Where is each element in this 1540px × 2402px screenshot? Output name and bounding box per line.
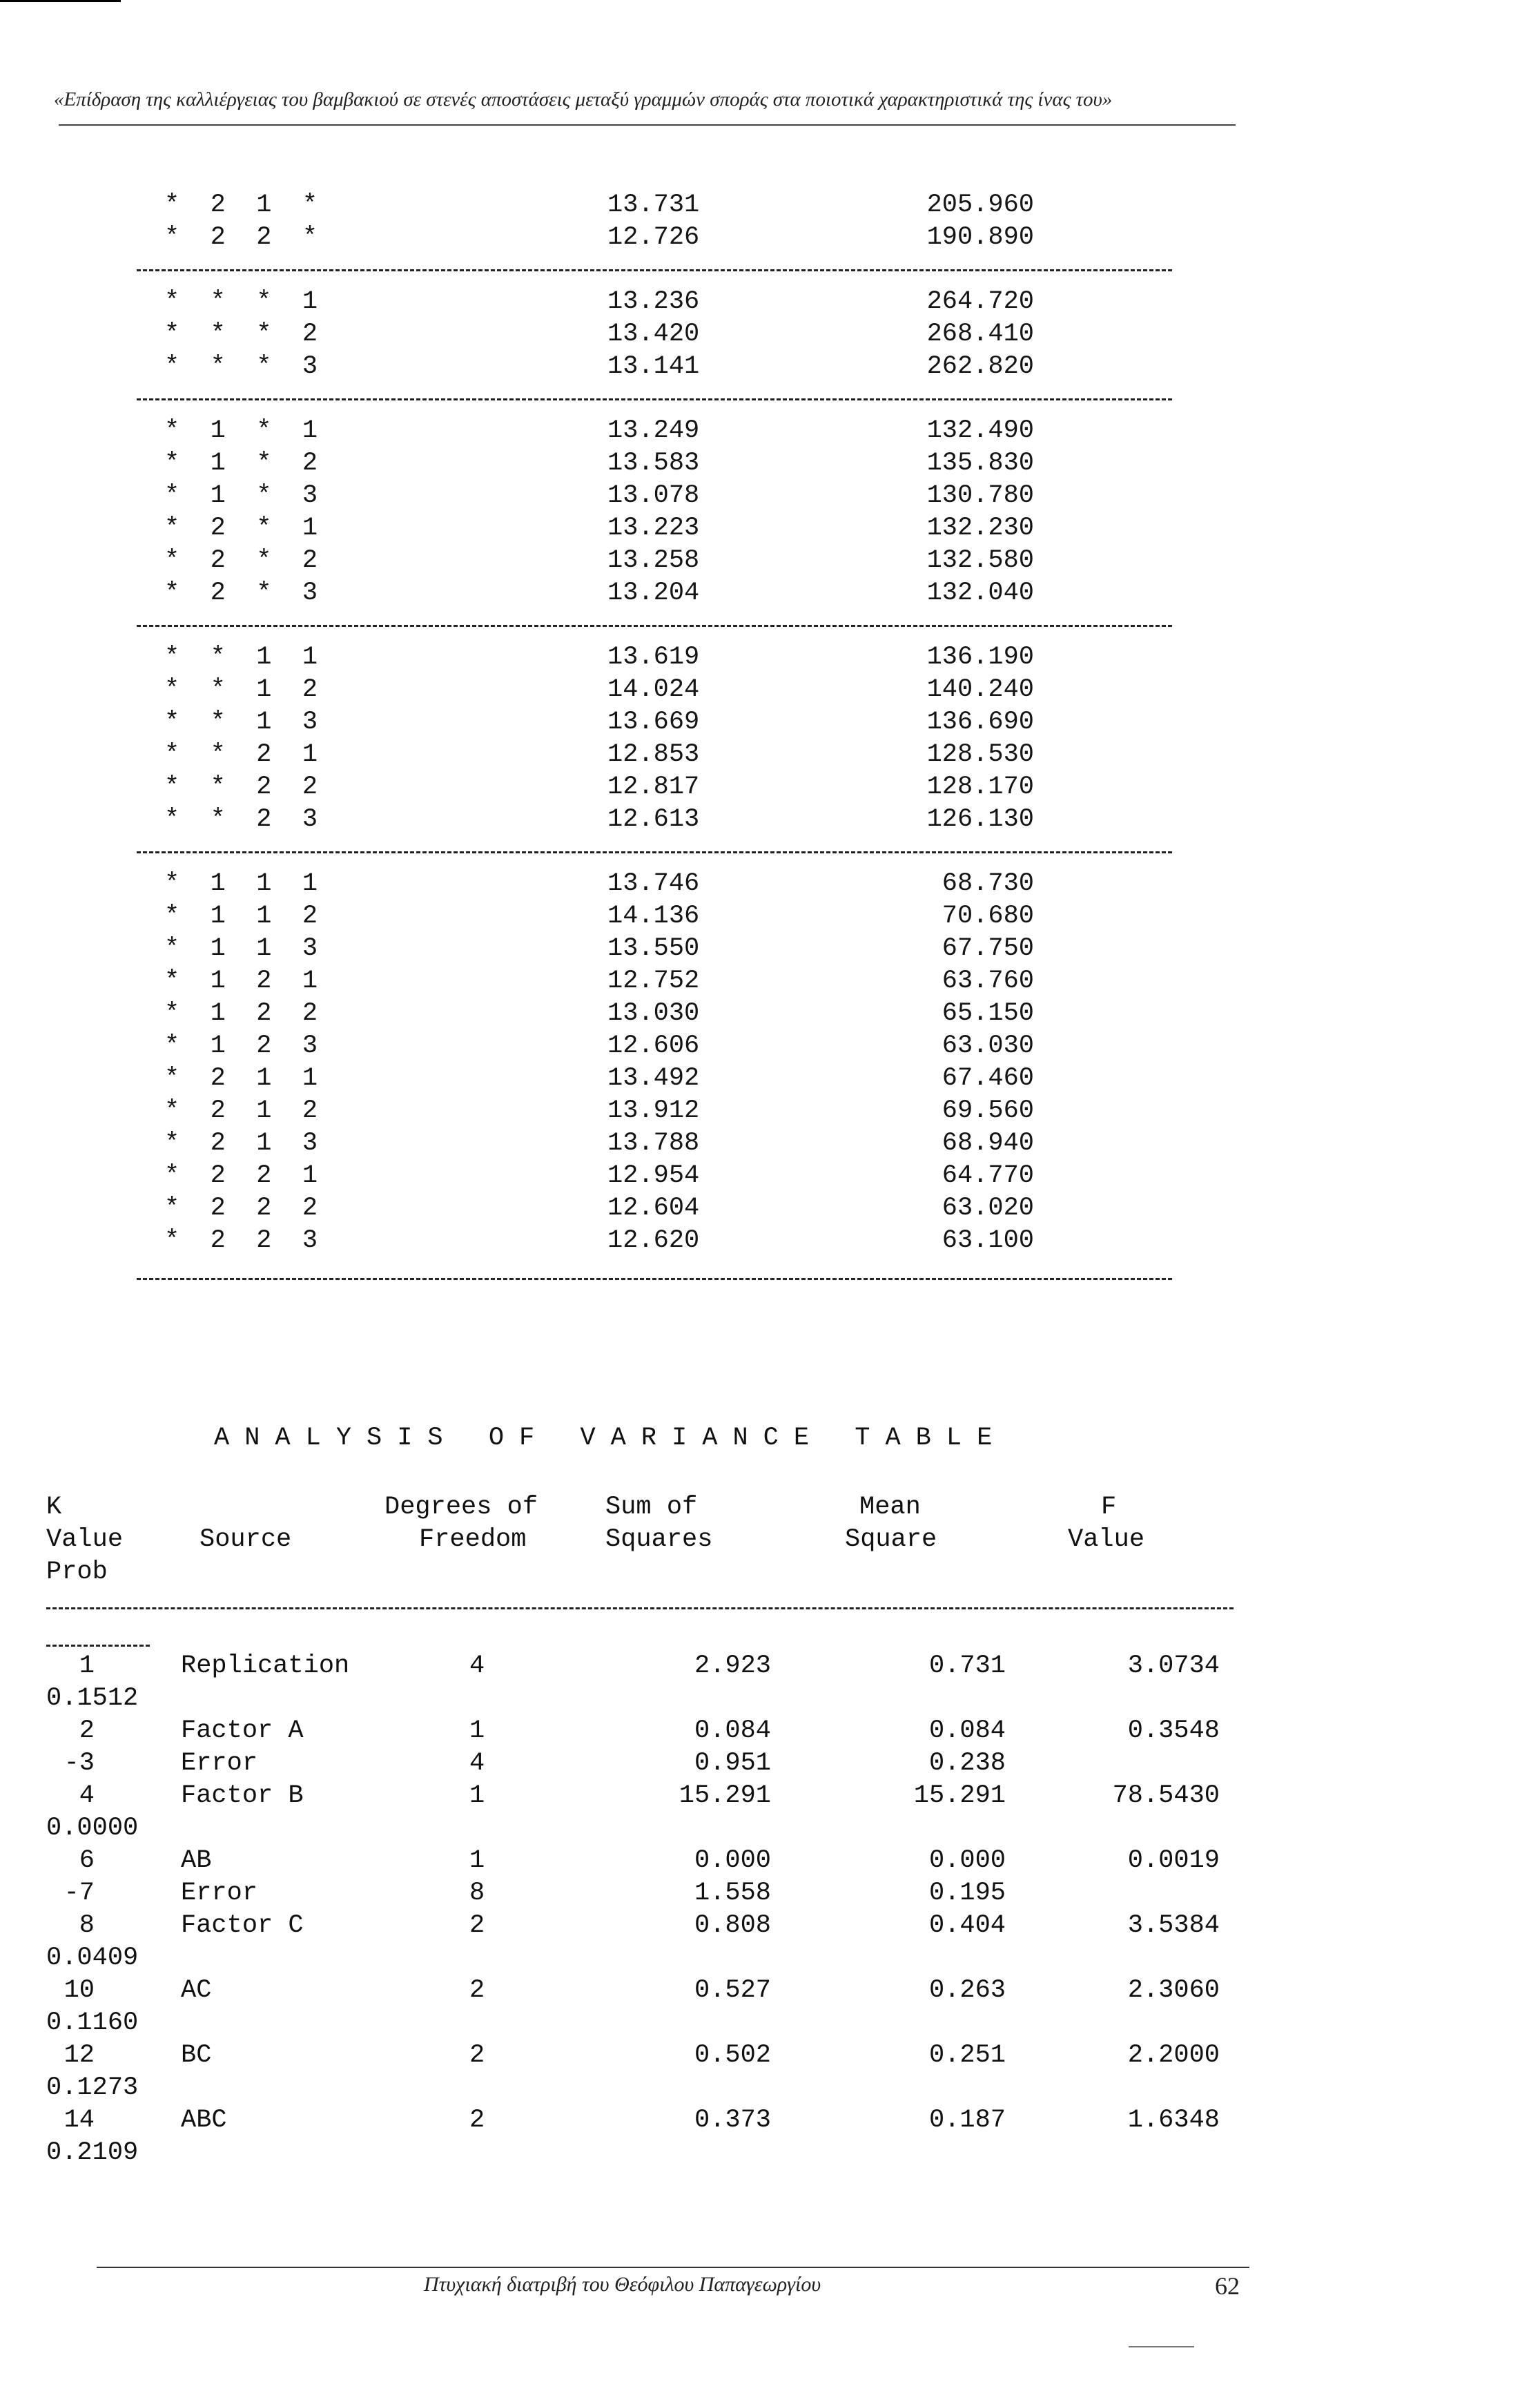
header-k: K [46, 1493, 62, 1522]
total-value: 70.680 [942, 902, 1034, 931]
factor-levels: * 2 2 * [164, 223, 318, 252]
degrees-of-freedom: 2 [469, 1911, 485, 1940]
factor-levels: * 2 2 1 [164, 1161, 318, 1190]
degrees-of-freedom: 1 [469, 1716, 485, 1745]
factor-levels: * 2 1 3 [164, 1129, 318, 1158]
factor-levels: * 1 2 1 [164, 967, 318, 996]
header-value: Value [46, 1525, 124, 1554]
total-value: 132.040 [926, 579, 1034, 608]
anova-row [46, 2104, 1220, 2137]
mean-value: 12.817 [607, 773, 700, 802]
sum-of-squares: 0.084 [694, 1716, 771, 1745]
mean-value: 13.669 [607, 708, 700, 737]
footer-rule [97, 2267, 1249, 2268]
factor-levels: * * 2 2 [164, 773, 318, 802]
total-value: 268.410 [926, 320, 1034, 349]
degrees-of-freedom: 1 [469, 1846, 485, 1875]
k-value: 12 [64, 2041, 95, 2070]
total-value: 68.730 [942, 869, 1034, 898]
sum-of-squares: 15.291 [679, 1781, 771, 1810]
page-number: 62 [1215, 2272, 1240, 2300]
mean-value: 13.249 [607, 416, 700, 445]
header-source: Source [199, 1525, 292, 1554]
header-df-line2: Freedom [419, 1525, 527, 1554]
header-ms-line1: Mean [859, 1493, 921, 1522]
degrees-of-freedom: 4 [469, 1749, 485, 1778]
source: AB [181, 1846, 212, 1875]
factor-levels: * 1 1 1 [164, 869, 318, 898]
k-value: 8 [79, 1911, 95, 1940]
total-value: 128.530 [926, 740, 1034, 769]
anova-row [46, 1715, 1220, 1747]
k-value: 14 [64, 2106, 95, 2135]
factor-levels: * 1 1 2 [164, 902, 318, 931]
source: BC [181, 2041, 212, 2070]
sum-of-squares: 0.527 [694, 1976, 771, 2005]
degrees-of-freedom: 2 [469, 1976, 485, 2005]
mean-value: 13.583 [607, 449, 700, 478]
anova-row [46, 1845, 1220, 1877]
mean-value: 13.223 [607, 514, 700, 543]
degrees-of-freedom: 8 [469, 1879, 485, 1908]
footer-text: Πτυχιακή διατριβή του Θεόφιλου Παπαγεωργίου [424, 2273, 821, 2296]
total-value: 64.770 [942, 1161, 1034, 1190]
mean-value: 12.726 [607, 223, 700, 252]
factor-levels: * * 1 1 [164, 643, 318, 672]
mean-value: 12.613 [607, 805, 700, 834]
source: AC [181, 1976, 212, 2005]
total-value: 264.720 [926, 287, 1034, 316]
factor-levels: * 2 * 2 [164, 546, 318, 575]
total-value: 63.100 [942, 1226, 1034, 1255]
source: ABC [181, 2106, 227, 2135]
factor-levels: * 2 1 1 [164, 1064, 318, 1093]
probability: 0.1512 [46, 1684, 139, 1713]
mean-value: 13.619 [607, 643, 700, 672]
factor-levels: * 1 1 3 [164, 934, 318, 963]
mean-value: 13.731 [607, 191, 700, 220]
mean-value: 12.604 [607, 1194, 700, 1223]
sum-of-squares: 0.808 [694, 1911, 771, 1940]
source: Factor A [181, 1716, 304, 1745]
mean-value: 12.620 [607, 1226, 700, 1255]
f-value: 3.0734 [1127, 1652, 1220, 1681]
total-value: 132.580 [926, 546, 1034, 575]
mean-value: 13.420 [607, 320, 700, 349]
k-value: 10 [64, 1976, 95, 2005]
header-f-line1: F [1101, 1493, 1117, 1522]
anova-row [46, 1747, 1006, 1780]
mean-square: 0.000 [928, 1846, 1006, 1875]
header-f-line2: Value [1068, 1525, 1145, 1554]
anova-row [46, 1877, 1006, 1910]
factor-levels: * 1 * 1 [164, 416, 318, 445]
f-value: 1.6348 [1127, 2106, 1220, 2135]
header-rule [59, 124, 1236, 126]
total-value: 135.830 [926, 449, 1034, 478]
header-ms-line2: Square [845, 1525, 937, 1554]
mean-square: 0.731 [928, 1652, 1006, 1681]
factor-levels: * * * 2 [164, 320, 318, 349]
mean-value: 12.954 [607, 1161, 700, 1190]
mean-square: 0.263 [928, 1976, 1006, 2005]
total-value: 63.760 [942, 967, 1034, 996]
k-value: 2 [79, 1716, 95, 1745]
sum-of-squares: 0.373 [694, 2106, 771, 2135]
mean-square: 0.195 [928, 1879, 1006, 1908]
sum-of-squares: 2.923 [694, 1652, 771, 1681]
anova-row [46, 1780, 1220, 1812]
mean-square: 15.291 [913, 1781, 1006, 1810]
anova-header-rule [46, 1607, 1234, 1609]
f-value: 0.3548 [1127, 1716, 1220, 1745]
total-value: 205.960 [926, 191, 1034, 220]
factor-levels: * * * 3 [164, 352, 318, 381]
anova-row [46, 1650, 1220, 1683]
factor-levels: * 1 2 3 [164, 1031, 318, 1060]
total-value: 63.020 [942, 1194, 1034, 1223]
k-value: 1 [79, 1652, 95, 1681]
f-value: 3.5384 [1127, 1911, 1220, 1940]
degrees-of-freedom: 1 [469, 1781, 485, 1810]
anova-header-rule-short [46, 1645, 150, 1647]
factor-levels: * 2 * 3 [164, 579, 318, 608]
means-table-bottom-rule [137, 1278, 1172, 1280]
probability: 0.0000 [46, 1814, 139, 1843]
factor-levels: * * * 1 [164, 287, 318, 316]
mean-value: 13.236 [607, 287, 700, 316]
factor-levels: * * 1 3 [164, 708, 318, 737]
f-value: 78.5430 [1112, 1781, 1220, 1810]
mean-value: 14.136 [607, 902, 700, 931]
total-value: 140.240 [926, 675, 1034, 704]
factor-levels: * 2 1 2 [164, 1096, 318, 1125]
factor-levels: * * 1 2 [164, 675, 318, 704]
mean-value: 14.024 [607, 675, 700, 704]
probability: 0.1160 [46, 2008, 139, 2037]
factor-levels: * 2 * 1 [164, 514, 318, 543]
anova-title: ANALYSIS OF VARIANCE TABLE [214, 1424, 1008, 1453]
f-value: 2.3060 [1127, 1976, 1220, 2005]
factor-levels: * 2 1 * [164, 191, 318, 220]
sum-of-squares: 0.000 [694, 1846, 771, 1875]
total-value: 68.940 [942, 1129, 1034, 1158]
mean-value: 13.788 [607, 1129, 700, 1158]
anova-row [46, 1975, 1220, 2007]
total-value: 262.820 [926, 352, 1034, 381]
f-value: 0.0019 [1127, 1846, 1220, 1875]
f-value: 2.2000 [1127, 2041, 1220, 2070]
mean-value: 13.078 [607, 481, 700, 510]
mean-value: 13.258 [607, 546, 700, 575]
header-ss-line2: Squares [605, 1525, 713, 1554]
source: Replication [181, 1652, 350, 1681]
total-value: 63.030 [942, 1031, 1034, 1060]
top-edge-rule [0, 0, 121, 2]
mean-value: 12.752 [607, 967, 700, 996]
probability: 0.1273 [46, 2073, 139, 2102]
total-value: 136.690 [926, 708, 1034, 737]
mean-square: 0.251 [928, 2041, 1006, 2070]
degrees-of-freedom: 4 [469, 1652, 485, 1681]
k-value: -7 [64, 1879, 95, 1908]
total-value: 128.170 [926, 773, 1034, 802]
sum-of-squares: 1.558 [694, 1879, 771, 1908]
anova-row [46, 2040, 1220, 2072]
mean-square: 0.187 [928, 2106, 1006, 2135]
total-value: 190.890 [926, 223, 1034, 252]
total-value: 130.780 [926, 481, 1034, 510]
factor-levels: * 2 2 3 [164, 1226, 318, 1255]
probability: 0.2109 [46, 2138, 139, 2167]
mean-square: 0.238 [928, 1749, 1006, 1778]
mean-value: 13.912 [607, 1096, 700, 1125]
source: Error [181, 1749, 258, 1778]
mean-square: 0.084 [928, 1716, 1006, 1745]
total-value: 136.190 [926, 643, 1034, 672]
factor-levels: * 1 2 2 [164, 999, 318, 1028]
total-value: 69.560 [942, 1096, 1034, 1125]
mean-value: 13.492 [607, 1064, 700, 1093]
header-prob: Prob [46, 1558, 108, 1587]
header-df-line1: Degrees of [384, 1493, 538, 1522]
total-value: 65.150 [942, 999, 1034, 1028]
mean-value: 13.204 [607, 579, 700, 608]
degrees-of-freedom: 2 [469, 2041, 485, 2070]
factor-levels: * 1 * 2 [164, 449, 318, 478]
bottom-mark [1129, 2346, 1194, 2347]
source: Factor B [181, 1781, 304, 1810]
anova-row [46, 1910, 1220, 1942]
mean-square: 0.404 [928, 1911, 1006, 1940]
total-value: 67.750 [942, 934, 1034, 963]
degrees-of-freedom: 2 [469, 2106, 485, 2135]
factor-levels: * 1 * 3 [164, 481, 318, 510]
sum-of-squares: 0.951 [694, 1749, 771, 1778]
probability: 0.0409 [46, 1944, 139, 1973]
total-value: 132.490 [926, 416, 1034, 445]
k-value: 6 [79, 1846, 95, 1875]
anova-table [46, 1650, 1220, 2169]
running-header: «Επίδραση της καλλιέργειας του βαμβακιού σε στενές αποστάσεις μεταξύ γραμμών σποράς στα ποιοτικά χαρακτηριστικά της ίνας του» [54, 88, 1113, 110]
source: Error [181, 1879, 258, 1908]
k-value: 4 [79, 1781, 95, 1810]
k-value: -3 [64, 1749, 95, 1778]
total-value: 132.230 [926, 514, 1034, 543]
factor-levels: * * 2 1 [164, 740, 318, 769]
mean-value: 12.853 [607, 740, 700, 769]
source: Factor C [181, 1911, 304, 1940]
mean-value: 13.030 [607, 999, 700, 1028]
factor-levels: * 2 2 2 [164, 1194, 318, 1223]
sum-of-squares: 0.502 [694, 2041, 771, 2070]
mean-value: 13.746 [607, 869, 700, 898]
mean-value: 13.550 [607, 934, 700, 963]
total-value: 67.460 [942, 1064, 1034, 1093]
factor-levels: * * 2 3 [164, 805, 318, 834]
header-ss-line1: Sum of [605, 1493, 698, 1522]
total-value: 126.130 [926, 805, 1034, 834]
mean-value: 13.141 [607, 352, 700, 381]
mean-value: 12.606 [607, 1031, 700, 1060]
